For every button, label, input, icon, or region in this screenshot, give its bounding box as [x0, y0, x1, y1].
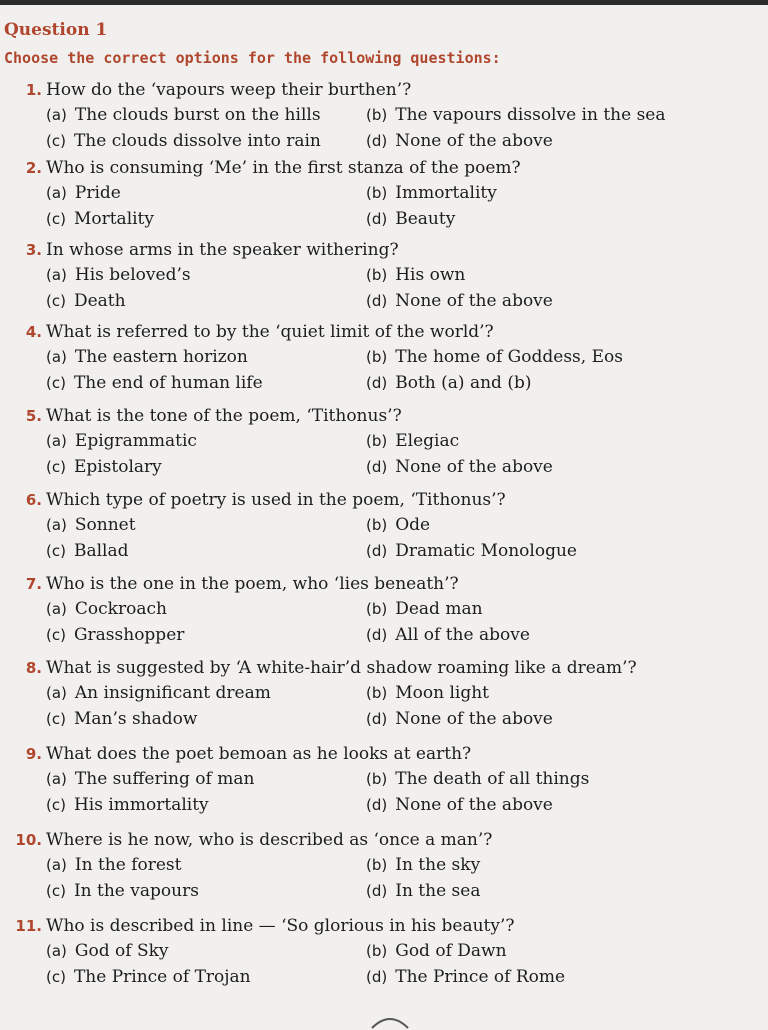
answer-option — [46, 454, 162, 480]
question-line — [0, 488, 768, 512]
question-line — [0, 914, 768, 938]
answer-option — [366, 792, 553, 818]
question-number: 10. — [15, 831, 42, 849]
option-text: In the forest — [74, 855, 182, 875]
option-letter: (d) — [366, 458, 388, 476]
answer-option — [46, 538, 128, 564]
question-number: 7. — [25, 575, 42, 593]
option-letter: (c) — [46, 374, 66, 392]
option-letter: (a) — [46, 942, 67, 960]
answer-option — [46, 262, 191, 288]
option-text: Death — [73, 291, 126, 311]
option-text: None of the above — [395, 457, 553, 477]
option-text: His beloved’s — [74, 265, 191, 285]
answer-option — [366, 596, 483, 622]
option-row — [0, 206, 768, 232]
answer-option — [46, 512, 136, 538]
option-text: An insignificant dream — [74, 683, 271, 703]
question-number: 9. — [25, 745, 42, 763]
answer-option — [46, 128, 321, 154]
option-letter: (a) — [46, 600, 67, 618]
answer-option — [366, 622, 530, 648]
question-item — [0, 742, 768, 818]
option-row — [0, 128, 768, 154]
question-text: Who is the one in the poem, who ‘lies beneath’? — [46, 574, 459, 594]
option-text: None of the above — [395, 291, 553, 311]
top-rule — [0, 0, 768, 5]
option-row — [0, 288, 768, 314]
question-item — [0, 320, 768, 396]
answer-option — [366, 680, 489, 706]
option-row — [0, 680, 768, 706]
option-letter: (c) — [46, 796, 66, 814]
option-letter: (b) — [366, 184, 388, 202]
question-line — [0, 404, 768, 428]
question-number: 2. — [25, 159, 42, 177]
question-text: Where is he now, who is described as ‘once a man’? — [46, 830, 493, 850]
option-letter: (b) — [366, 856, 388, 874]
option-text: The eastern horizon — [74, 347, 248, 367]
option-row — [0, 792, 768, 818]
option-letter: (d) — [366, 882, 388, 900]
option-row — [0, 596, 768, 622]
option-text: The home of Goddess, Eos — [395, 347, 623, 367]
heading-block — [4, 20, 501, 68]
answer-option — [46, 792, 209, 818]
option-letter: (c) — [46, 882, 66, 900]
option-letter: (a) — [46, 516, 67, 534]
answer-option — [46, 180, 121, 206]
answer-option — [46, 964, 251, 990]
answer-option — [366, 512, 430, 538]
option-letter: (a) — [46, 348, 67, 366]
question-number: 3. — [25, 241, 42, 259]
option-letter: (a) — [46, 106, 67, 124]
question-line — [0, 828, 768, 852]
question-item — [0, 78, 768, 154]
answer-option — [366, 852, 480, 878]
option-text: Man’s shadow — [73, 709, 198, 729]
answer-option — [46, 206, 154, 232]
option-letter: (d) — [366, 710, 388, 728]
question-item — [0, 156, 768, 232]
option-letter: (a) — [46, 856, 67, 874]
option-text: None of the above — [395, 795, 553, 815]
answer-option — [46, 288, 126, 314]
answer-option — [366, 454, 553, 480]
answer-option — [366, 344, 623, 370]
question-text: In whose arms in the speaker withering? — [46, 240, 399, 260]
question-number: 4. — [25, 323, 42, 341]
question-line — [0, 572, 768, 596]
option-text: Sonnet — [74, 515, 136, 535]
option-row — [0, 878, 768, 904]
option-text: Grasshopper — [73, 625, 185, 645]
option-text: Both (a) and (b) — [395, 373, 532, 393]
answer-option — [46, 344, 248, 370]
answer-option — [366, 128, 553, 154]
option-text: Ode — [395, 515, 431, 535]
option-text: Pride — [74, 183, 121, 203]
question-text: What is suggested by ‘A white-hair’d shadow roaming like a dream’? — [46, 658, 637, 678]
answer-option — [366, 964, 565, 990]
option-letter: (d) — [366, 626, 388, 644]
option-letter: (b) — [366, 942, 388, 960]
option-letter: (a) — [46, 184, 67, 202]
answer-option — [46, 706, 197, 732]
option-letter: (c) — [46, 542, 66, 560]
answer-option — [366, 262, 465, 288]
option-text: The Prince of Trojan — [73, 967, 251, 987]
option-letter: (a) — [46, 266, 67, 284]
option-letter: (c) — [46, 292, 66, 310]
option-text: The vapours dissolve in the sea — [395, 105, 666, 125]
answer-option — [46, 596, 167, 622]
option-letter: (b) — [366, 106, 388, 124]
option-row — [0, 766, 768, 792]
question-line — [0, 156, 768, 180]
answer-option — [366, 538, 577, 564]
option-text: Epigrammatic — [74, 431, 197, 451]
question-line — [0, 320, 768, 344]
option-letter: (c) — [46, 710, 66, 728]
option-text: Immortality — [395, 183, 497, 203]
question-text: What is referred to by the ‘quiet limit of the world’? — [46, 322, 494, 342]
option-row — [0, 180, 768, 206]
answer-option — [46, 680, 271, 706]
question-item — [0, 238, 768, 314]
option-letter: (a) — [46, 770, 67, 788]
option-letter: (d) — [366, 132, 388, 150]
option-row — [0, 538, 768, 564]
answer-option — [366, 102, 666, 128]
question-line — [0, 78, 768, 102]
option-letter: (a) — [46, 432, 67, 450]
answer-option — [366, 370, 531, 396]
question-item — [0, 488, 768, 564]
answer-option — [366, 288, 553, 314]
answer-option — [46, 370, 263, 396]
answer-option — [46, 766, 254, 792]
page-curl-mark — [370, 1010, 410, 1030]
option-text: All of the above — [395, 625, 530, 645]
option-row — [0, 370, 768, 396]
question-text: What does the poet bemoan as he looks at earth? — [46, 744, 472, 764]
question-line — [0, 238, 768, 262]
question-number: 6. — [25, 491, 42, 509]
option-row — [0, 938, 768, 964]
question-text: Who is consuming ‘Me’ in the first stanza of the poem? — [46, 158, 521, 178]
option-text: Moon light — [395, 683, 489, 703]
option-row — [0, 512, 768, 538]
option-letter: (d) — [366, 796, 388, 814]
answer-option — [366, 766, 589, 792]
question-number: 11. — [15, 917, 42, 935]
answer-option — [366, 878, 480, 904]
option-letter: (b) — [366, 432, 388, 450]
option-text: Epistolary — [73, 457, 162, 477]
option-text: Ballad — [73, 541, 129, 561]
option-text: God of Dawn — [395, 941, 507, 961]
option-letter: (c) — [46, 968, 66, 986]
answer-option — [46, 938, 169, 964]
option-letter: (c) — [46, 458, 66, 476]
option-text: Mortality — [73, 209, 154, 229]
option-text: Dramatic Monologue — [395, 541, 577, 561]
question-item — [0, 572, 768, 648]
option-letter: (b) — [366, 266, 388, 284]
option-text: Beauty — [395, 209, 456, 229]
question-text: How do the ‘vapours weep their burthen’? — [46, 80, 412, 100]
answer-option — [366, 206, 455, 232]
option-text: The death of all things — [395, 769, 590, 789]
option-letter: (d) — [366, 210, 388, 228]
option-row — [0, 344, 768, 370]
question-item — [0, 656, 768, 732]
option-text: The Prince of Rome — [395, 967, 566, 987]
option-text: His immortality — [73, 795, 209, 815]
answer-option — [46, 428, 197, 454]
option-row — [0, 262, 768, 288]
option-row — [0, 622, 768, 648]
answer-option — [366, 180, 497, 206]
option-row — [0, 706, 768, 732]
option-letter: (d) — [366, 292, 388, 310]
answer-option — [366, 706, 553, 732]
answer-option — [46, 852, 182, 878]
option-text: Dead man — [395, 599, 483, 619]
option-text: The suffering of man — [74, 769, 255, 789]
option-letter: (d) — [366, 374, 388, 392]
option-row — [0, 428, 768, 454]
answer-option — [366, 938, 507, 964]
answer-option — [46, 102, 321, 128]
question-item — [0, 828, 768, 904]
question-item — [0, 914, 768, 990]
option-letter: (a) — [46, 684, 67, 702]
instructions: Choose the correct options for the following questions: — [4, 49, 501, 67]
option-letter: (c) — [46, 132, 66, 150]
option-text: His own — [395, 265, 466, 285]
option-letter: (b) — [366, 770, 388, 788]
answer-option — [366, 428, 459, 454]
question-text: Which type of poetry is used in the poem, ‘Tithonus’? — [46, 490, 506, 510]
option-letter: (d) — [366, 542, 388, 560]
option-letter: (b) — [366, 684, 388, 702]
option-text: The clouds dissolve into rain — [73, 131, 321, 151]
answer-option — [46, 878, 199, 904]
question-line — [0, 656, 768, 680]
answer-option — [46, 622, 184, 648]
option-text: Cockroach — [74, 599, 167, 619]
option-text: None of the above — [395, 131, 553, 151]
option-text: The clouds burst on the hills — [74, 105, 321, 125]
option-text: In the vapours — [73, 881, 199, 901]
option-letter: (b) — [366, 516, 388, 534]
option-letter: (b) — [366, 348, 388, 366]
option-letter: (c) — [46, 626, 66, 644]
question-text: Who is described in line — ‘So glorious in his beauty’? — [46, 916, 515, 936]
question-item — [0, 404, 768, 480]
question-number: 1. — [25, 81, 42, 99]
option-row — [0, 102, 768, 128]
question-title: Question 1 — [4, 20, 108, 40]
question-text: What is the tone of the poem, ‘Tithonus’? — [46, 406, 402, 426]
option-text: In the sea — [395, 881, 481, 901]
option-row — [0, 964, 768, 990]
option-text: God of Sky — [74, 941, 169, 961]
question-number: 5. — [25, 407, 42, 425]
option-text: None of the above — [395, 709, 553, 729]
question-number: 8. — [25, 659, 42, 677]
option-text: In the sky — [395, 855, 481, 875]
option-letter: (b) — [366, 600, 388, 618]
option-letter: (c) — [46, 210, 66, 228]
option-row — [0, 852, 768, 878]
option-letter: (d) — [366, 968, 388, 986]
option-row — [0, 454, 768, 480]
question-line — [0, 742, 768, 766]
option-text: Elegiac — [395, 431, 460, 451]
option-text: The end of human life — [73, 373, 263, 393]
